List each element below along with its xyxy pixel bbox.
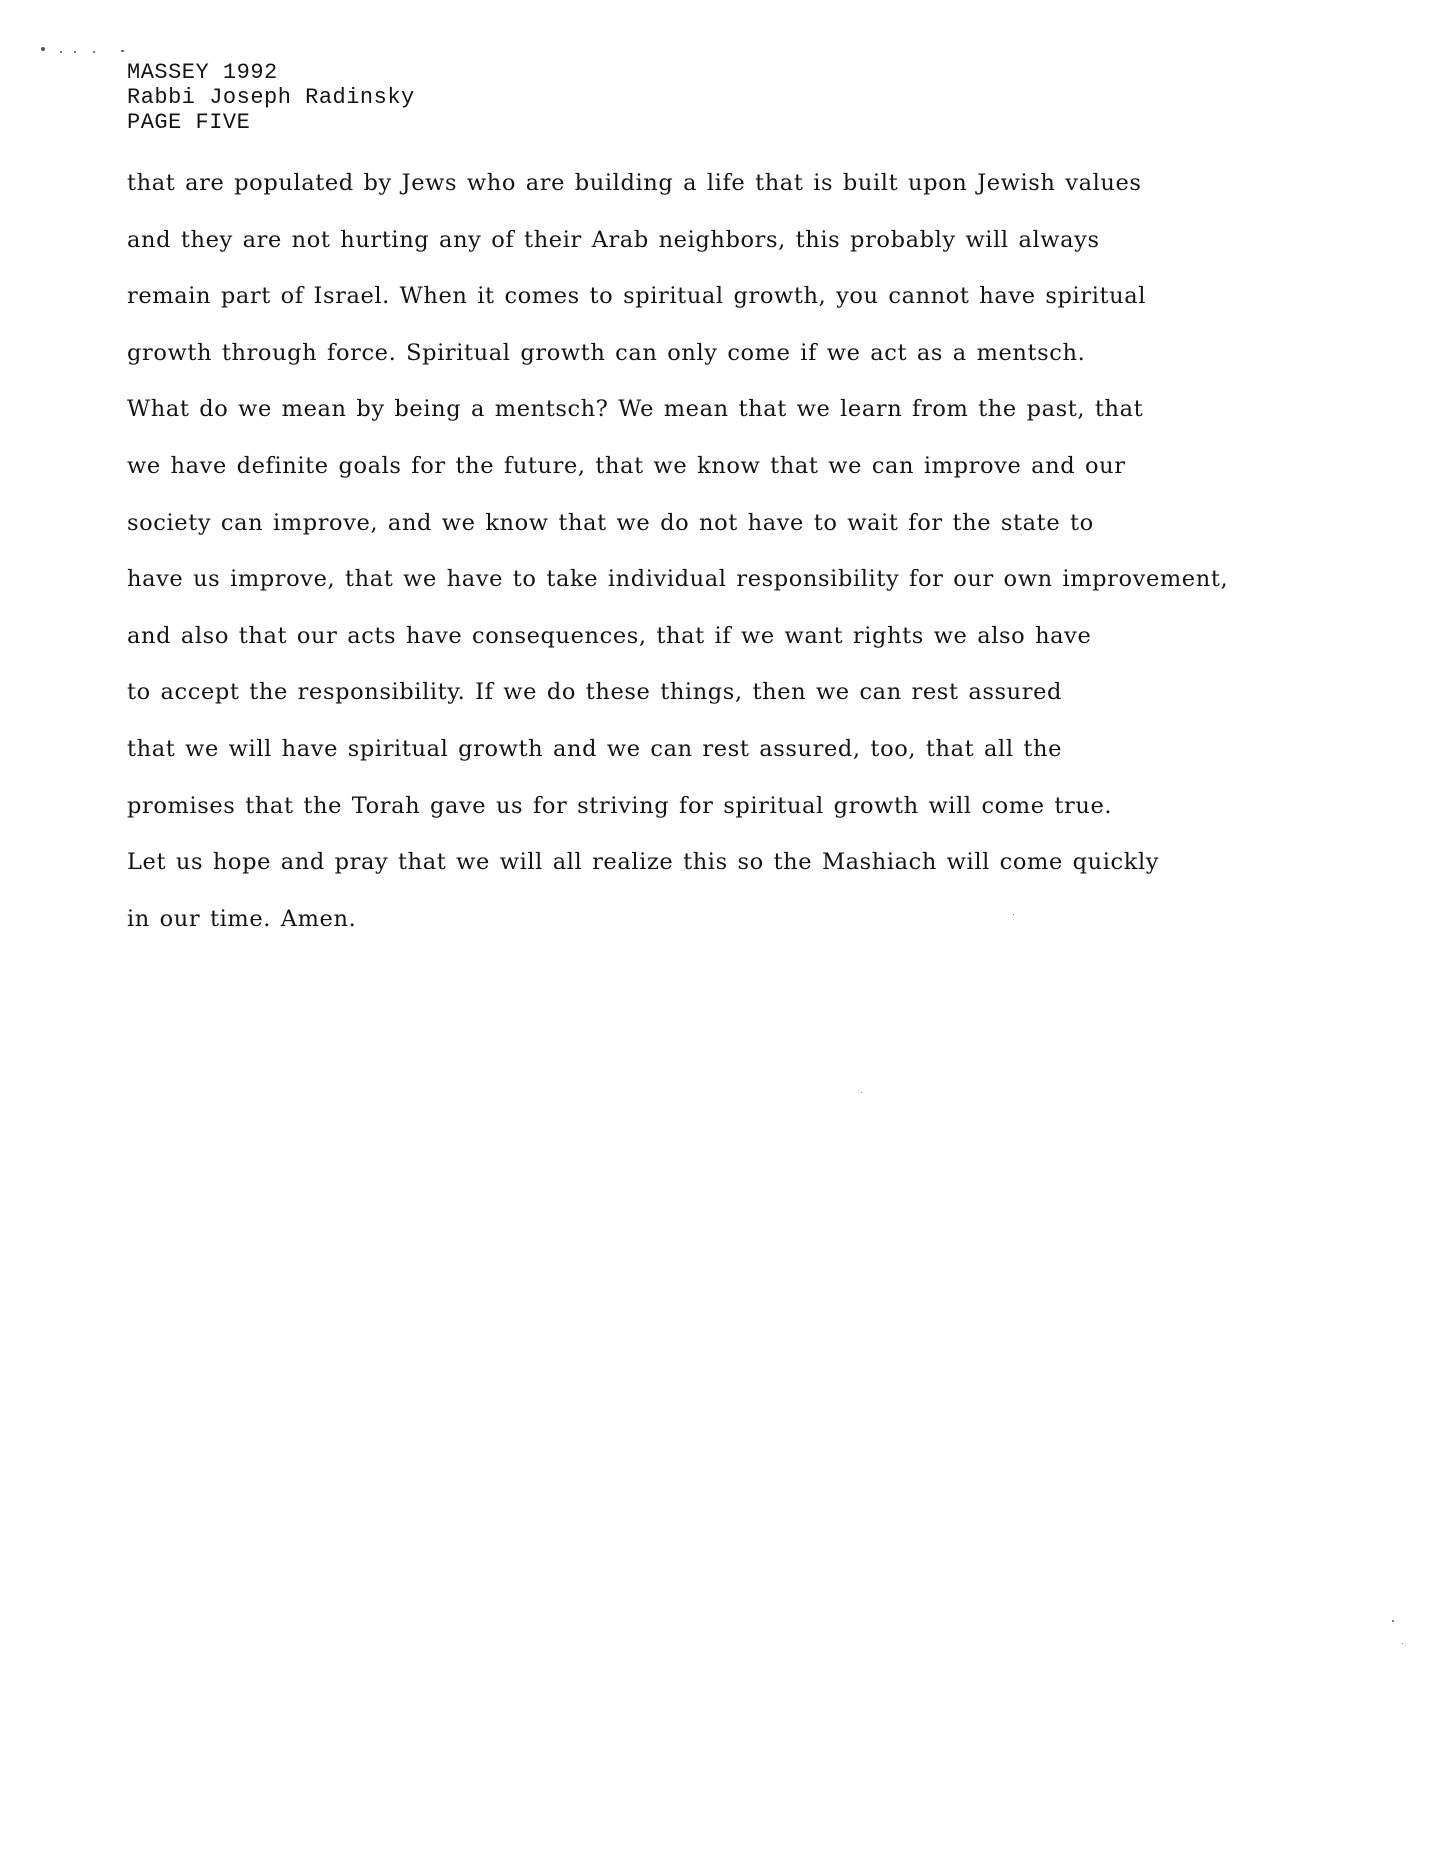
body-line: Let us hope and pray that we will all realize this so the Mashiach will come quickly bbox=[127, 849, 1160, 876]
document-body bbox=[127, 155, 1327, 947]
body-line: promises that the Torah gave us for striving for spiritual growth will come true. bbox=[127, 792, 1113, 819]
body-line: growth through force. Spiritual growth can only come if we act as a mentsch. bbox=[127, 339, 1086, 366]
scan-speck bbox=[93, 51, 95, 53]
header-author: Rabbi Joseph Radinsky bbox=[127, 85, 415, 110]
scan-speck bbox=[1392, 1620, 1394, 1622]
body-line: that are populated by Jews who are building a life that is built upon Jewish values bbox=[127, 170, 1142, 196]
scan-speck bbox=[41, 47, 45, 51]
scan-speck bbox=[1402, 1643, 1403, 1644]
body-line: and also that our acts have consequences, that if we want rights we also have bbox=[127, 622, 1092, 649]
body-line: that we will have spiritual growth and we can rest assured, too, that all the bbox=[127, 735, 1063, 762]
body-line: we have definite goals for the future, that we know that we can improve and our bbox=[127, 452, 1126, 479]
header-event-year: MASSEY 1992 bbox=[127, 60, 278, 85]
document-header bbox=[127, 60, 415, 135]
scan-speck bbox=[74, 51, 76, 53]
body-line: and they are not hurting any of their Arab neighbors, this probably will always bbox=[127, 226, 1100, 253]
body-line: in our time. Amen. bbox=[127, 905, 357, 932]
scan-speck bbox=[121, 50, 124, 52]
header-page-number: PAGE FIVE bbox=[127, 110, 251, 135]
scan-speck bbox=[861, 1092, 862, 1093]
body-line: remain part of Israel. When it comes to spiritual growth, you cannot have spiritual bbox=[127, 283, 1147, 310]
body-line: have us improve, that we have to take individual responsibility for our own improvement, bbox=[127, 566, 1229, 593]
scan-speck bbox=[60, 51, 62, 53]
body-line: society can improve, and we know that we do not have to wait for the state to bbox=[127, 509, 1094, 536]
body-line: What do we mean by being a mentsch? We mean that we learn from the past, that bbox=[127, 396, 1144, 423]
body-line: to accept the responsibility. If we do these things, then we can rest assured bbox=[127, 679, 1063, 706]
